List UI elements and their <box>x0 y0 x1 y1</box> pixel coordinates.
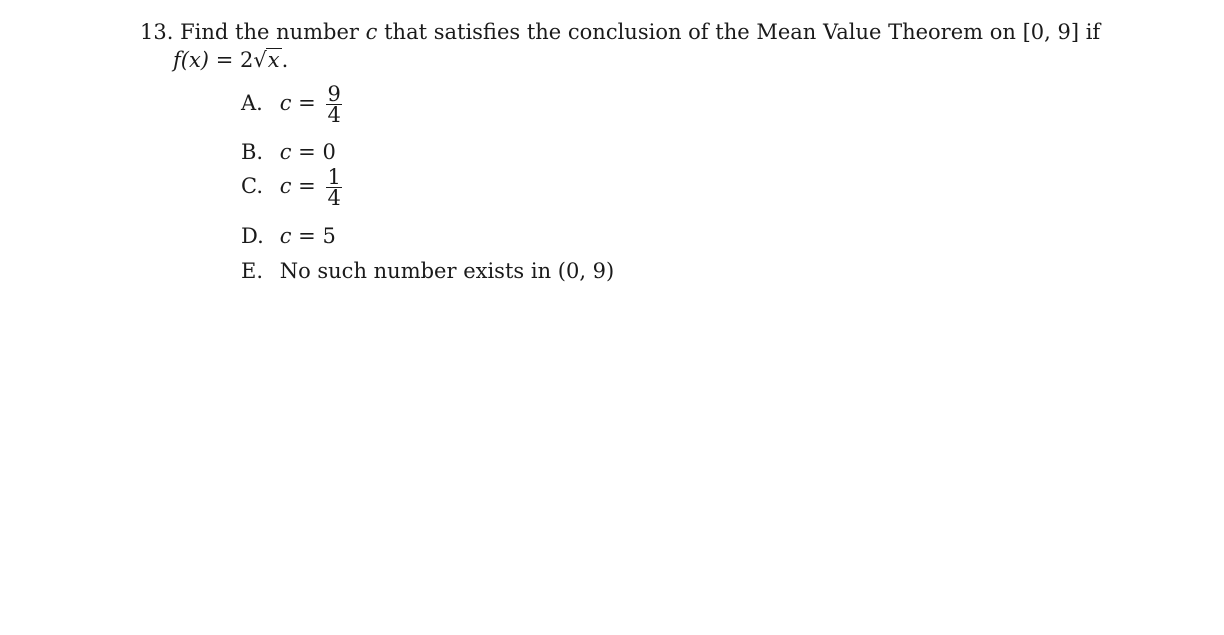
choice-equals: = <box>298 91 316 115</box>
sqrt-expression <box>253 46 281 74</box>
fraction-denominator: 4 <box>327 103 341 127</box>
choice-label: E. <box>241 259 264 283</box>
fraction-numerator: 1 <box>327 165 341 189</box>
choice-value: 5 <box>322 224 336 248</box>
question-text-rest: that satisfies the conclusion of the Mean Value Theorem on [0, 9] if <box>384 20 1101 44</box>
choice-equals: = <box>298 140 316 164</box>
question-number: 13. <box>140 20 174 44</box>
choice-label: D. <box>241 224 264 248</box>
choice-label: B. <box>241 140 264 164</box>
choice-a[interactable] <box>241 84 342 125</box>
function-period: . <box>281 48 289 72</box>
choice-variable: c <box>279 224 292 248</box>
choice-label: A. <box>241 91 263 115</box>
fraction-denominator: 4 <box>327 186 341 210</box>
question-line-1 <box>140 18 1100 46</box>
question-function <box>173 46 288 74</box>
choice-label: C. <box>241 174 263 198</box>
function-lhs: f(x) <box>173 48 210 72</box>
choice-equals: = <box>298 174 316 198</box>
choice-d[interactable] <box>241 224 336 248</box>
question-variable: c <box>365 20 378 44</box>
choice-e[interactable] <box>241 259 614 283</box>
sqrt-radicand: x <box>267 48 280 72</box>
choice-variable: c <box>279 140 292 164</box>
choice-c[interactable] <box>241 167 342 208</box>
fraction-numerator: 9 <box>327 82 341 106</box>
choice-variable: c <box>279 91 292 115</box>
sqrt-icon: √ <box>253 48 267 72</box>
choice-fraction <box>326 167 341 208</box>
choice-fraction <box>326 84 341 125</box>
choice-variable: c <box>279 174 292 198</box>
choice-text: No such number exists in (0, 9) <box>279 259 615 283</box>
choice-equals: = <box>298 224 316 248</box>
choice-b[interactable] <box>241 140 336 164</box>
function-equals: = 2 <box>215 48 254 72</box>
choice-value: 0 <box>322 140 336 164</box>
question-text-start: Find the number <box>180 20 359 44</box>
